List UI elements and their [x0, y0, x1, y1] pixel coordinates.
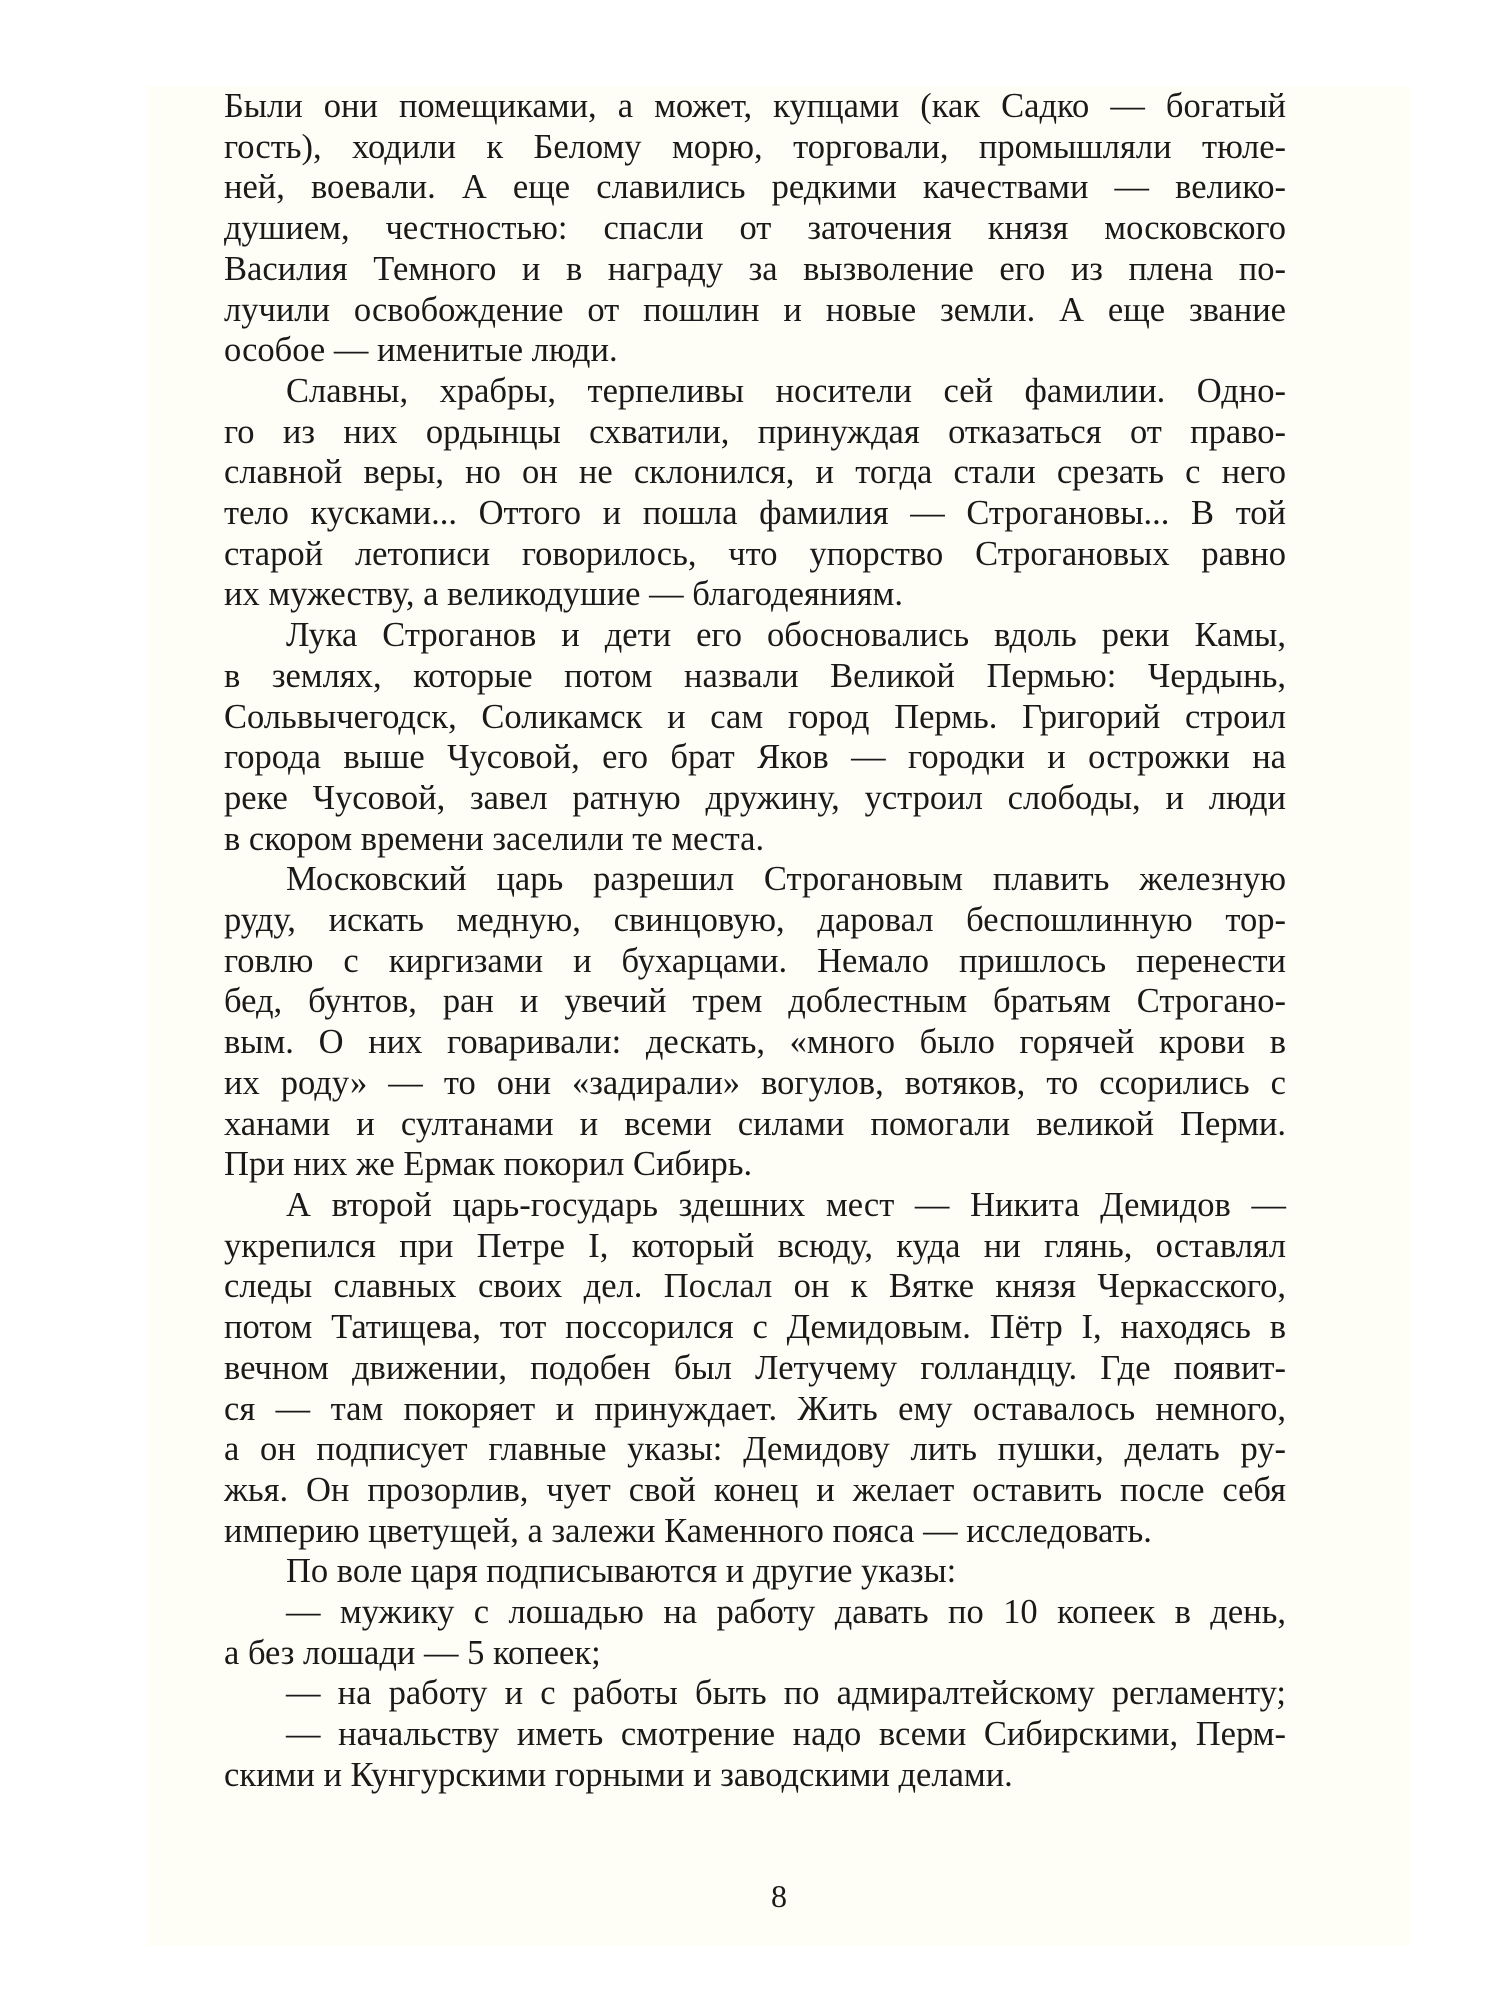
body-text: [224, 86, 1286, 1796]
text-line: их роду» — то они «задирали» вогулов, вотяков, то ссорились с: [224, 1063, 1286, 1102]
text-line: А второй царь-государь здешних мест — Никита Демидов —: [286, 1185, 1286, 1224]
text-line: империю цветущей, а залежи Каменного пояса — исследовать.: [224, 1511, 1152, 1550]
text-line: руду, искать медную, свинцовую, даровал беспошлинную тор-: [224, 901, 1286, 940]
text-line: лучили освобождение от пошлин и новые земли. А еще звание: [224, 290, 1286, 329]
list-item: — мужику с лошадью на работу давать по 10 копеек в день,: [286, 1593, 1286, 1632]
text-line: Славны, храбры, терпеливы носители сей фамилии. Одно-: [286, 371, 1286, 410]
text-line: бед, бунтов, ран и увечий трем доблестным братьям Строгано-: [224, 982, 1286, 1021]
text-line: жья. Он прозорлив, чует свой конец и желает оставить после себя: [224, 1470, 1286, 1509]
text-line: города выше Чусовой, его брат Яков — городки и острожки на: [224, 738, 1286, 777]
list-item: — на работу и с работы быть по адмиралтейскому регламенту;: [286, 1674, 1286, 1713]
text-line: в скором времени заселили те места.: [224, 819, 765, 858]
text-line: Лука Строганов и дети его обосновались вдоль реки Камы,: [286, 616, 1286, 655]
text-line: По воле царя подписываются и другие указы:: [286, 1552, 957, 1591]
text-line: гость), ходили к Белому морю, торговали, промышляли тюле-: [224, 127, 1286, 166]
text-line: реке Чусовой, завел ратную дружину, устроил слободы, и люди: [224, 778, 1286, 817]
text-line: тело кусками... Оттого и пошла фамилия — Строгановы... В той: [224, 494, 1286, 533]
list-item: — начальству иметь смотрение надо всеми Сибирскими, Перм-: [286, 1715, 1286, 1754]
text-line: При них же Ермак покорил Сибирь.: [224, 1145, 753, 1184]
text-line: потом Татищева, тот поссорился с Демидовым. Пётр I, находясь в: [224, 1308, 1286, 1347]
text-line: ханами и султанами и всеми силами помогали великой Перми.: [224, 1104, 1286, 1143]
text-line: Сольвычегодск, Соликамск и сам город Пермь. Григорий строил: [224, 697, 1286, 736]
text-line: а без лошади — 5 копеек;: [224, 1633, 601, 1672]
text-line: скими и Кунгурскими горными и заводскими делами.: [224, 1755, 1013, 1794]
book-page: [148, 86, 1410, 1946]
text-line: укрепился при Петре I, который всюду, куда ни глянь, оставлял: [224, 1226, 1286, 1265]
text-line: старой летописи говорилось, что упорство Строгановых равно: [224, 534, 1286, 573]
text-line: вым. О них говаривали: дескать, «много было горячей крови в: [224, 1023, 1286, 1062]
text-line: Василия Темного и в награду за вызволение его из плена по-: [224, 249, 1286, 288]
text-line: Были они помещиками, а может, купцами (как Садко — богатый: [224, 87, 1286, 125]
text-line: в землях, которые потом назвали Великой Пермью: Чердынь,: [224, 656, 1286, 695]
text-line: особое — именитые люди.: [224, 331, 618, 370]
text-line: славной веры, но он не склонился, и тогда стали срезать с него: [224, 453, 1286, 492]
text-line: следы славных своих дел. Послал он к Вятке князя Черкасского,: [224, 1267, 1286, 1306]
text-line: душием, честностью: спасли от заточения князя московского: [224, 209, 1286, 248]
text-line: ней, воевали. А еще славились редкими качествами — велико-: [224, 168, 1286, 207]
text-line: их мужеству, а великодушие — благодеяниям.: [224, 575, 903, 614]
text-line: а он подписует главные указы: Демидову лить пушки, делать ру-: [224, 1430, 1286, 1469]
text-line: говлю с киргизами и бухарцами. Немало пришлось перенести: [224, 941, 1286, 980]
text-line: ся — там покоряет и принуждает. Жить ему оставалось немного,: [224, 1389, 1286, 1428]
text-line: вечном движении, подобен был Летучему голландцу. Где появит-: [224, 1348, 1286, 1387]
page-number: 8: [771, 1878, 787, 1914]
text-line: го из них ордынцы схватили, принуждая отказаться от право-: [224, 412, 1286, 451]
text-line: Московский царь разрешил Строгановым плавить железную: [286, 860, 1286, 899]
